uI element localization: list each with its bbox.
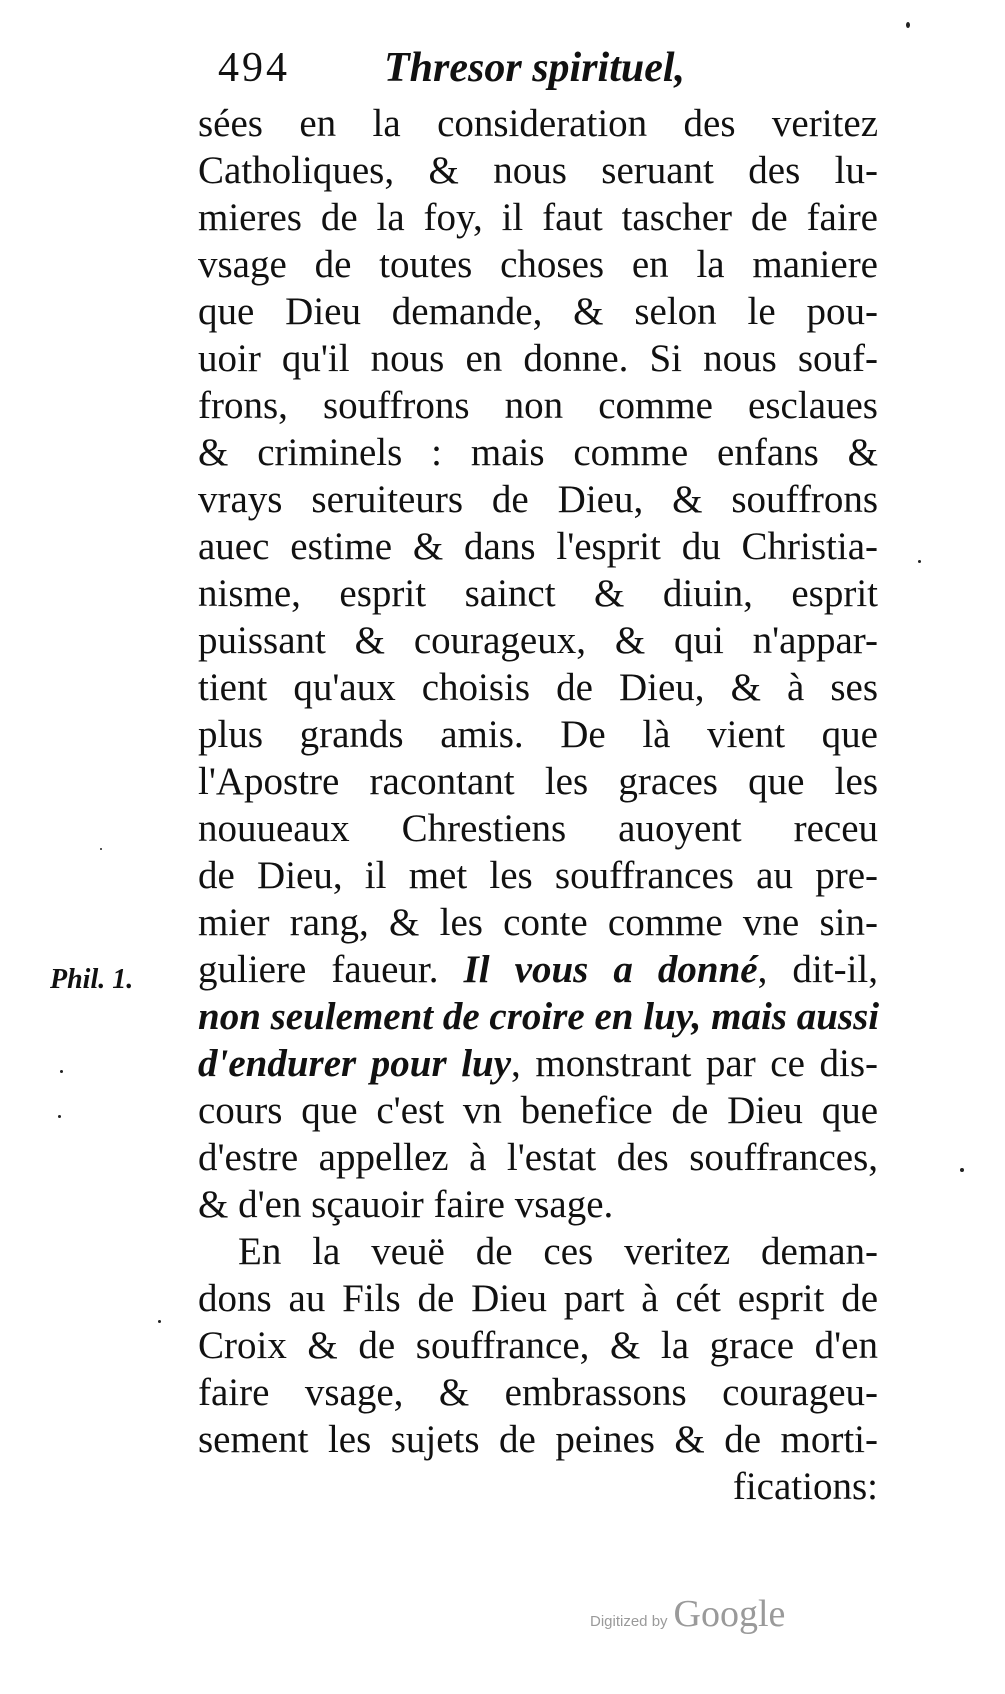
text-line: En la veuë de ces veritez deman-: [238, 1230, 878, 1273]
text-line: auec estime & dans l'esprit du Christia-: [198, 525, 878, 568]
text-run: guliere faueur.: [198, 948, 464, 991]
scan-speck: [58, 1115, 61, 1118]
scan-speck: [60, 1070, 63, 1073]
scan-speck: [158, 1320, 161, 1323]
text-line: sées en la consideration des veritez: [198, 102, 878, 145]
text-line: cours que c'est vn benefice de Dieu que: [198, 1089, 878, 1132]
margin-note: Phil. 1.: [50, 964, 134, 995]
text-line: vrays seruiteurs de Dieu, & souffrons: [198, 478, 878, 521]
text-line: l'Apostre racontant les graces que les: [198, 760, 878, 803]
text-run: , dit-il,: [757, 948, 878, 991]
text-line: vsage de toutes choses en la maniere: [198, 243, 878, 286]
watermark-prefix: Digitized by: [590, 1613, 668, 1630]
text-line: & d'en sçauoir faire vsage.: [198, 1183, 614, 1226]
page-header: [218, 44, 738, 104]
text-line: Catholiques, & nous seruant des lu-: [198, 149, 878, 192]
scan-speck: [918, 560, 921, 563]
text-line: uoir qu'il nous en donne. Si nous souf-: [198, 337, 878, 380]
text-line: tient qu'aux choisis de Dieu, & à ses: [198, 666, 878, 709]
text-line: d'estre appellez à l'estat des souffrances,: [198, 1136, 878, 1179]
quotation: d'endurer pour luy: [198, 1042, 512, 1085]
text-line: sement les sujets de peines & de morti-: [198, 1418, 878, 1461]
digitized-watermark: [590, 1592, 785, 1652]
text-line: plus grands amis. De là vient que: [198, 713, 878, 756]
scan-speck: [100, 848, 102, 850]
text-line: nisme, esprit sainct & diuin, esprit: [198, 572, 878, 615]
text-line: Croix & de souffrance, & la grace d'en: [198, 1324, 878, 1367]
scan-speck: [906, 22, 910, 28]
text-line: faire vsage, & embrassons courageu-: [198, 1371, 878, 1414]
google-logo: Google: [673, 1593, 786, 1635]
scan-speck: [960, 1168, 964, 1172]
quotation-line: [198, 993, 878, 1040]
text-line: de Dieu, il met les souffrances au pre-: [198, 854, 878, 897]
text-line: que Dieu demande, & selon le pou-: [198, 290, 878, 333]
page-number: 494: [218, 45, 290, 91]
text-line-with-quote: [198, 946, 878, 993]
text-line: mieres de la foy, il faut tascher de faire: [198, 196, 878, 239]
text-line: puissant & courageux, & qui n'appar-: [198, 619, 878, 662]
catchword: fications:: [732, 1465, 878, 1508]
running-title: Thresor spirituel,: [384, 45, 686, 91]
body-text: [198, 100, 878, 1510]
text-line: dons au Fils de Dieu part à cét esprit de: [198, 1277, 878, 1320]
quotation: Il vous a donné: [463, 948, 758, 991]
quotation: non seulement de croire en luy, mais aussi: [198, 995, 880, 1038]
text-line: frons, souffrons non comme esclaues: [198, 384, 878, 427]
text-line-with-quote: [198, 1040, 878, 1087]
text-line: & criminels : mais comme enfans &: [198, 431, 878, 474]
text-line: nouueaux Chrestiens auoyent receu: [198, 807, 878, 850]
text-run: , monstrant par ce dis-: [511, 1042, 878, 1085]
text-line: mier rang, & les conte comme vne sin-: [198, 901, 878, 944]
